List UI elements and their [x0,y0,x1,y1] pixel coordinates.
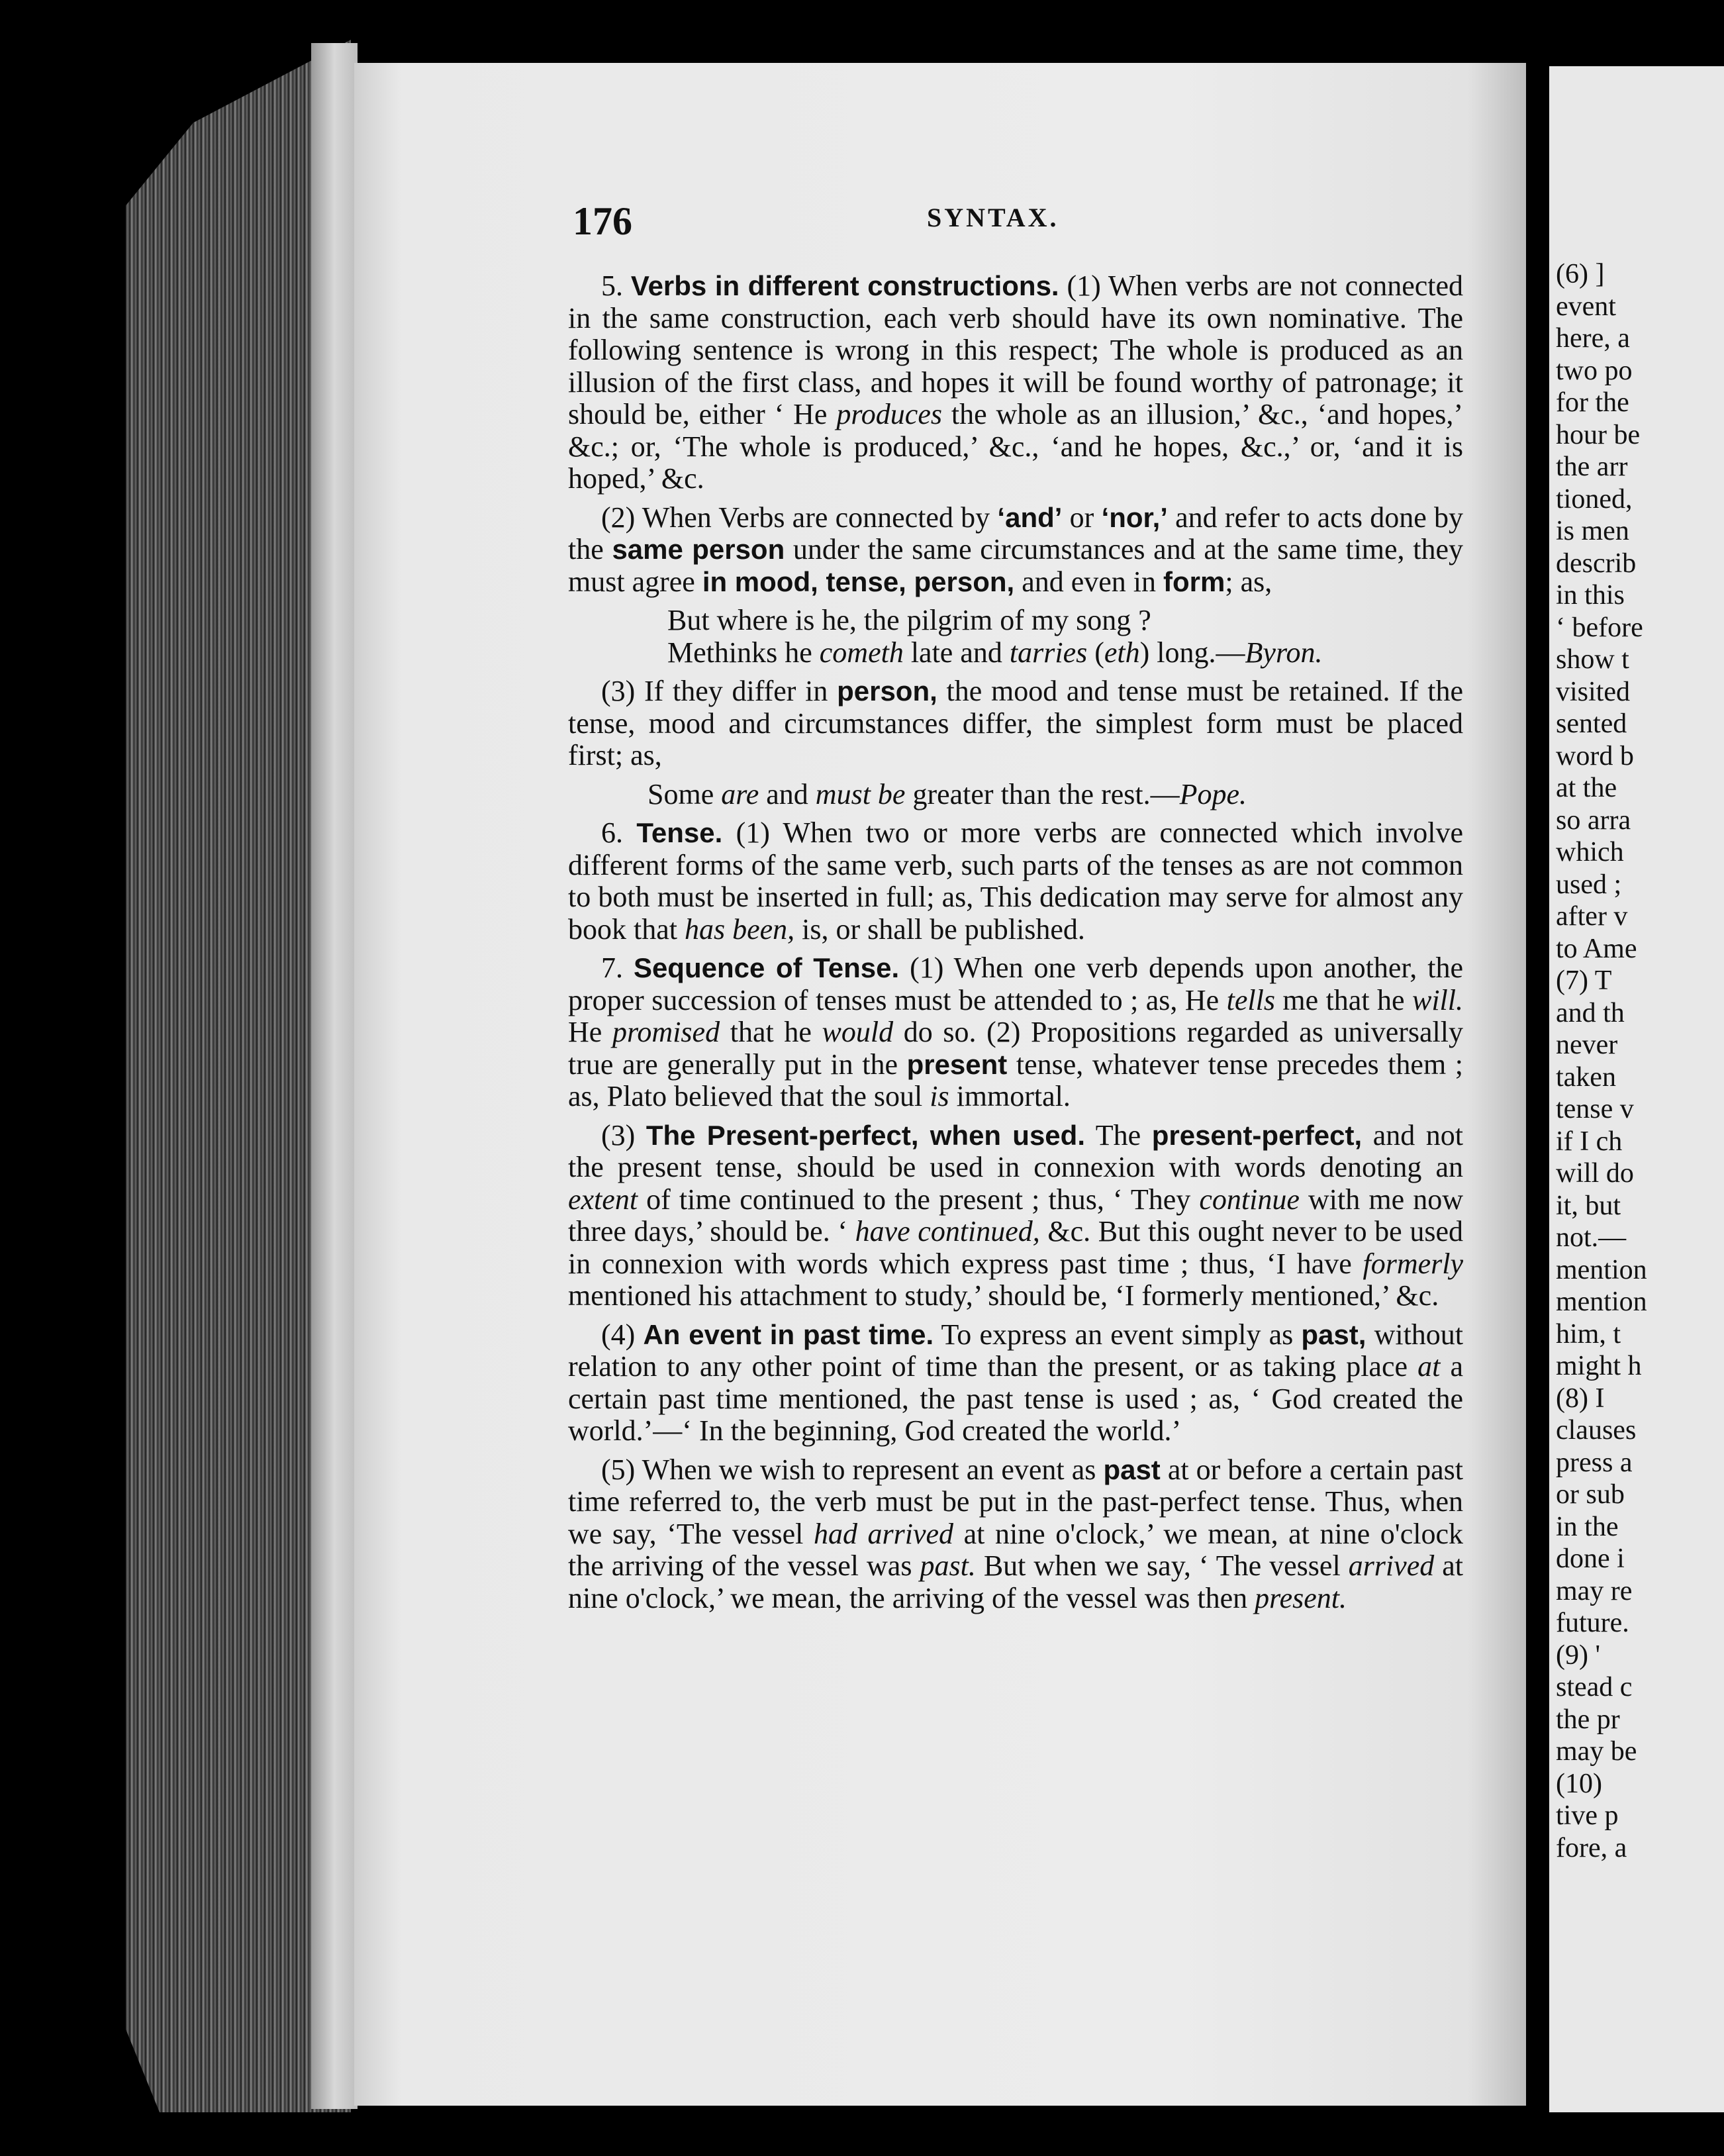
text: (1) When one verb depends upon another, the proper succession of tenses must be attended to ; as, He [568,952,1463,1016]
bold-text: same person [612,534,785,565]
italic-text: cometh [819,636,904,669]
text: at nine o'clock,’ we mean, at nine o'clock the arriving of the vessel was [568,1517,1464,1582]
text: Some [647,777,722,810]
section-heading: The Present-perfect, when used. [646,1119,1085,1151]
right-page-line: might h [1556,1351,1642,1381]
right-page-line: which [1556,837,1624,867]
right-page-line: the pr [1556,1704,1620,1735]
right-page-line: the arr [1556,452,1628,482]
text: He [568,1016,612,1048]
section-heading: Verbs in different constructions. [630,270,1059,301]
text: ; as, [1225,565,1272,598]
right-page-line: and th [1556,997,1625,1028]
paragraph-7-5 [568,1454,1463,1615]
italic-text: extent [568,1183,638,1216]
text: immortal. [949,1080,1071,1112]
right-page-line: after v [1556,901,1628,932]
text: without relation to any other point of time than the present, or as taking place [568,1318,1464,1383]
text: and even in [1014,565,1164,598]
text: (2) When Verbs are connected by [601,501,998,534]
italic-text: have continued, [855,1215,1040,1248]
text: and refer to acts done by the [568,501,1464,565]
italic-text: produces [836,398,942,430]
bold-text: form [1163,565,1225,597]
text: or [1062,501,1102,534]
right-page-line: word b [1556,740,1634,771]
italic-text: would [822,1016,894,1048]
right-page-line: it, but [1556,1190,1621,1221]
verse-line: But where is he, the pilgrim of my song ? [667,604,1151,636]
bold-text: in mood, tense, person, [702,565,1015,597]
text: But when we say, ‘ The vessel [975,1549,1349,1582]
text: that he [720,1016,822,1048]
text: (1) When verbs are not connected in the same construction, each verb should have its own nominative. The following sentence is wrong in this respect; The whole is produced as an illusion of the first class, and hopes it will be found worthy of patronage; it should be, either ‘ He [568,270,1464,430]
text: and [759,777,816,810]
text: late and [903,636,1010,669]
text: of time continued to the present ; thus, ‘ They [638,1183,1200,1216]
page-number: 176 [573,199,632,243]
right-page-line: here, a [1556,323,1630,354]
text: at or before a certain past time referred to, the verb must be put in the past-perfect tense. Thus, when we say, ‘The vessel [568,1453,1463,1550]
italic-text: tells [1226,983,1275,1016]
italic-text: are [721,777,759,810]
right-page-line: taken [1556,1061,1616,1093]
right-page-line: fore, a [1556,1832,1627,1863]
right-page-line: show t [1556,644,1629,675]
right-page-line: done i [1556,1544,1625,1574]
right-page-line: may re [1556,1575,1633,1606]
bold-text: person, [837,675,937,707]
right-page-line: event [1556,291,1616,322]
bold-text: past [1103,1453,1161,1485]
right-page-line: future. [1556,1608,1629,1638]
text: To express an event simply as [934,1318,1302,1351]
right-page-line: so arra [1556,805,1631,836]
text: is, or shall be published. [794,912,1085,946]
italic-text: eth [1104,636,1140,669]
italic-text: tarries [1009,636,1088,669]
right-page-line: ‘ before [1556,612,1643,643]
text: me that he [1274,983,1412,1016]
text: ) long.— [1139,636,1245,669]
text: (5) When we wish to represent an event as [601,1453,1104,1486]
text: (3) If they differ in [601,675,838,707]
bold-text: ‘and’ [997,501,1063,533]
section-number: 5. [601,270,623,302]
verse-line [667,637,1463,669]
text: and not the present tense, should be used in connexion with words denoting an [568,1118,1463,1183]
italic-text: will. [1412,983,1463,1016]
page-body [568,270,1463,1621]
section-heading: Tense. [636,817,723,848]
italic-text: arrived [1348,1549,1435,1582]
text: the mood and tense must be retained. If the tense, mood and circumstances differ, the simplest form must be placed first; as, [568,675,1463,771]
section-heading: An event in past time. [643,1318,934,1350]
right-page-line: may be [1556,1736,1637,1767]
right-page-line: in this [1556,580,1625,611]
section-number: (3) [601,1118,636,1152]
bold-text: present [906,1048,1008,1080]
text: under the same circumstances and at the same time, they must agree [568,533,1463,598]
paragraph-5-2 [568,502,1463,599]
attribution: Pope. [1179,777,1247,810]
section-number: 7. [601,952,623,984]
section-heading: Sequence of Tense. [633,952,900,983]
pope-quote [568,779,1463,811]
paragraph-6 [568,817,1463,946]
right-page-line: sented [1556,709,1627,739]
text: do so. (2) Propositions regarded as universally true are generally put in the [568,1016,1463,1081]
right-page-line: in the [1556,1511,1619,1542]
italic-text: has been, [684,912,795,946]
right-page-line: clauses [1556,1415,1637,1446]
italic-text: must be [815,777,906,810]
right-page-line: or sub [1556,1479,1625,1510]
italic-text: past. [920,1549,976,1582]
italic-text: continue [1199,1183,1300,1216]
text: The [1085,1118,1152,1152]
right-page-line: him, t [1556,1318,1621,1349]
right-page-text [1556,258,1724,1864]
italic-text: present. [1255,1581,1347,1614]
right-page-line: not.— [1556,1222,1627,1253]
right-page-line: (10) [1556,1768,1602,1799]
right-page-line: describ [1556,548,1637,579]
text: tense, whatever tense precedes them ; as, Plato believed that the soul [568,1048,1464,1112]
bold-text: ‘nor,’ [1101,501,1168,533]
text: with me now three days,’ should be. ‘ [568,1183,1463,1248]
right-page-line: (9) ' [1556,1640,1601,1671]
right-page-line: press a [1556,1447,1633,1478]
paragraph-5-3 [568,675,1463,772]
right-page-line: used ; [1556,869,1622,900]
right-page-line: for the [1556,387,1629,418]
text: mentioned his attachment to study,’ should be, ‘I formerly mentioned,’ &c. [568,1279,1439,1312]
right-page-line: two po [1556,355,1633,386]
paragraph-7-4 [568,1319,1463,1447]
right-page-line: hour be [1556,419,1641,450]
right-page-line: will do [1556,1158,1634,1189]
text: at nine o'clock,’ we mean, the arriving of the vessel was then [568,1549,1463,1614]
text: a certain past time mentioned, the past tense is used ; as, ‘ God created the world.’—‘ In the beginning, God created the world.’ [568,1350,1464,1447]
right-page-line: (8) I [1556,1383,1605,1414]
right-page-line: tioned, [1556,483,1633,514]
right-page-line: mention [1556,1287,1647,1317]
text: greater than the rest.— [905,777,1180,810]
book-gutter [311,43,358,2109]
attribution: Byron. [1245,636,1323,669]
section-number: 6. [601,816,623,849]
right-page-line: tense v [1556,1094,1634,1124]
bold-text: past, [1301,1318,1366,1350]
paragraph-7-3 [568,1120,1463,1312]
italic-text: formerly [1363,1247,1463,1280]
italic-text: promised [612,1016,720,1048]
paragraph-5 [568,270,1463,495]
text: Methinks he [667,636,820,669]
right-page-line: (7) T [1556,965,1612,996]
italic-text: at [1417,1350,1441,1383]
section-number: (4) [601,1318,636,1351]
right-page-line: tive p [1556,1800,1619,1831]
right-page-line: visited [1556,676,1630,707]
paragraph-7 [568,952,1463,1113]
right-page-line: never [1556,1030,1618,1060]
right-page-line: is men [1556,516,1629,546]
italic-text: is [930,1080,949,1112]
text: (1) When two or more verbs are connected which involve different forms of the same verb, such parts of the tenses as are not common to both must be inserted in full; as, This dedication may serve for almost any book that [568,816,1463,946]
running-head: SYNTAX. [927,203,1059,232]
verse-quote [568,605,1463,669]
text: ( [1087,636,1104,669]
right-page-line: if I ch [1556,1126,1623,1157]
italic-text: had arrived [813,1517,954,1550]
text: &c. But this ought never to be used in connexion with words which express past time ; thus, ‘I have [568,1215,1463,1280]
right-page-line: mention [1556,1254,1647,1285]
right-page-line: (6) ] [1556,259,1605,289]
right-page-line: to Ame [1556,933,1637,964]
right-page-line: stead c [1556,1672,1633,1702]
bold-text: present-perfect, [1151,1119,1363,1151]
text: the whole as an illusion,’ &c., ‘and hopes,’ &c.; or, ‘The whole is produced,’ &c., ‘and he hopes, &c.,’ or, ‘and it is hoped,’ &c. [568,398,1463,495]
right-page-line: at the [1556,773,1617,803]
